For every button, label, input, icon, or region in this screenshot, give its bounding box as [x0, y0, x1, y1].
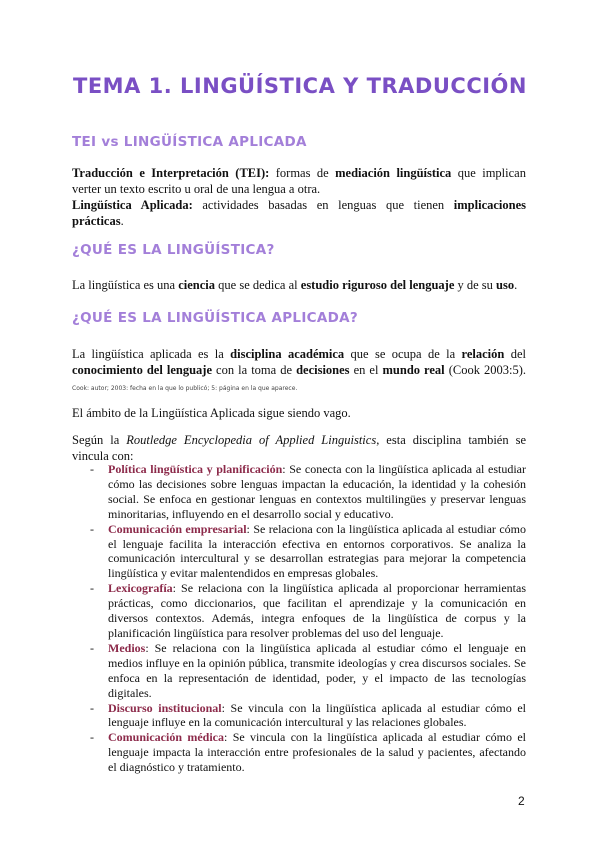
la-p-bold-1: disciplina académica: [230, 347, 345, 361]
la-p-text-4: con la toma de: [212, 363, 297, 377]
list-item-text: : Se vincula con la lingüística aplicada al estudiar cómo el lenguaje impacta la interacción entre profesionales de la salud y pacientes, afectando el diagnóstico y tratamiento.: [108, 730, 526, 775]
ling-text-1: La lingüística es una: [72, 278, 179, 292]
la-paragraph: [72, 346, 526, 397]
linked-disciplines-list: [72, 462, 526, 775]
list-item-text: : Se vincula con la lingüística aplicada al estudiar cómo el lenguaje influye en la comunicación intercultural y las relaciones globales.: [108, 700, 527, 730]
routledge-pre: Según la: [72, 433, 127, 447]
list-item-term: Comunicación médica: [108, 730, 225, 745]
tei-text-1: formas de: [269, 166, 336, 180]
la-p-text-6: (Cook 2003:5).: [444, 363, 526, 377]
la-definition: [72, 197, 526, 229]
list-item-term: Discurso institucional: [108, 700, 222, 715]
la-p-bold-2: relación: [461, 347, 505, 361]
list-item-text: : Se relaciona con la lingüística aplicada al estudiar cómo el lenguaje facilita la interacción efectiva en entornos corporativos. Se analiza la comunicación intercultural y se desarrollan estrategias para mejorar la competencia lingüística y evitar malentendidos en empresas globales.: [108, 521, 527, 581]
tei-text-2: que implican verter un texto escrito u oral de una lengua a otra.: [72, 166, 526, 196]
heading-que-es-linguistica: ¿QUÉ ES LA LINGÜÍSTICA?: [72, 242, 275, 258]
ling-bold-1: ciencia: [178, 278, 216, 292]
list-item: - Comunicación médica: Se vincula con la lingüística aplicada al estudiar cómo el lenguaje impacta la interacción entre profesionales de la salud y pacientes, afectando el diagnóstico y tratamiento.: [90, 730, 526, 775]
routledge-title: Routledge Encyclopedia of Applied Linguistics: [126, 433, 377, 447]
la-p-bold-5: mundo real: [382, 363, 445, 377]
la-p-text-3: del: [504, 347, 526, 361]
page-number: 2: [518, 794, 525, 808]
list-item: - Discurso institucional: Se vincula con la lingüística aplicada al estudiar cómo el lenguaje influye en la comunicación intercultural y las relaciones globales.: [90, 700, 527, 730]
la-p-text-1: La lingüística aplicada es la: [72, 347, 231, 361]
ling-bold-3: uso: [496, 278, 515, 292]
list-item-text: : Se relaciona con la lingüística aplicada al proporcionar herramientas prácticas, como diccionarios, que facilitan el aprendizaje y la comunicación en diversos contextos. Además, integra enfoques de la lingüística de corpus y la planificación lingüística para resolver problemas del uso del lenguaje.: [108, 581, 526, 640]
list-item: - Política lingüística y planificación: Se conecta con la lingüística aplicada al estudiar cómo las decisiones sobre lenguas impactan la educación, la identidad y la cohesión social. Se enfoca en gestionar lenguas en contextos multilingües y preservar lenguas minoritarias, influyendo en el desarrollo social y educativo.: [90, 462, 526, 521]
list-item-text: : Se relaciona con la lingüística aplicada al estudiar cómo el lenguaje en medios influye en la opinión pública, transmite ideologías y crea discursos sociales. Se enfoca en la representación de identidad, poder, y el impacto de las tecnologías digitales.: [108, 640, 526, 700]
ling-text-4: .: [514, 278, 518, 292]
page-title: TEMA 1. LINGÜÍSTICA Y TRADUCCIÓN: [73, 74, 527, 98]
ling-bold-2: estudio riguroso del lenguaje: [300, 278, 455, 292]
citation-note: Cook: autor; 2003: fecha en la que lo publicó; 5: página en la que aparece.: [72, 385, 298, 392]
linguistica-definition: [72, 277, 526, 293]
list-item-term: Comunicación empresarial: [108, 521, 247, 536]
la-bold: implicaciones prácticas: [72, 198, 527, 228]
list-item-term: Lexicografía: [108, 581, 173, 596]
ling-text-3: y de su: [454, 278, 497, 292]
list-item-term: Medios: [108, 640, 146, 655]
tei-term: Traducción e Interpretación (TEI):: [72, 166, 270, 180]
list-item-text: : Se conecta con la lingüística aplicada al estudiar cómo las decisiones sobre lenguas impactan la educación, la identidad y la cohesión social. Se enfoca en gestionar lenguas en contextos multilingües y preservar lenguas minoritarias, influyendo en el desarrollo social y educativo.: [108, 462, 526, 521]
list-item-term: Política lingüística y planificación: [108, 462, 283, 476]
list-item: - Lexicografía: Se relaciona con la lingüística aplicada al proporcionar herramientas prácticas, como diccionarios, que facilitan el aprendizaje y la comunicación en diversos contextos. Además, integra enfoques de la lingüística de corpus y la planificación lingüística para resolver problemas del uso del lenguaje.: [90, 581, 526, 640]
list-item: - Medios: Se relaciona con la lingüística aplicada al estudiar cómo el lenguaje en medios influye en la opinión pública, transmite ideologías y crea discursos sociales. Se enfoca en la representación de identidad, poder, y el impacto de las tecnologías digitales.: [90, 640, 526, 700]
tei-bold: mediación lingüística: [335, 166, 452, 180]
tei-definition: [72, 165, 526, 197]
routledge-post: , esta disciplina también se vincula con:: [72, 433, 526, 463]
la-p-bold-4: decisiones: [296, 363, 350, 377]
la-text-2: .: [120, 214, 124, 228]
heading-que-es-la: ¿QUÉ ES LA LINGÜÍSTICA APLICADA?: [72, 310, 358, 326]
la-p-bold-3: conocimiento del lenguaje: [72, 363, 213, 377]
la-term: Lingüística Aplicada:: [72, 198, 193, 212]
la-p-text-5: en el: [349, 363, 383, 377]
routledge-intro: [72, 432, 526, 464]
list-item: - Comunicación empresarial: Se relaciona con la lingüística aplicada al estudiar cómo el lenguaje facilita la interacción efectiva en entornos corporativos. Se analiza la comunicación intercultural y se desarrollan estrategias para mejorar la competencia lingüística y evitar malentendidos en empresas globales.: [90, 521, 527, 581]
la-vague: El ámbito de la Lingüística Aplicada sigue siendo vago.: [72, 406, 351, 420]
la-text-1: actividades basadas en lenguas que tienen: [192, 198, 454, 212]
ling-text-2: que se dedica al: [215, 278, 301, 292]
heading-tei-vs-la: TEI vs LINGÜÍSTICA APLICADA: [72, 134, 307, 150]
la-p-text-2: que se ocupa de la: [344, 347, 462, 361]
